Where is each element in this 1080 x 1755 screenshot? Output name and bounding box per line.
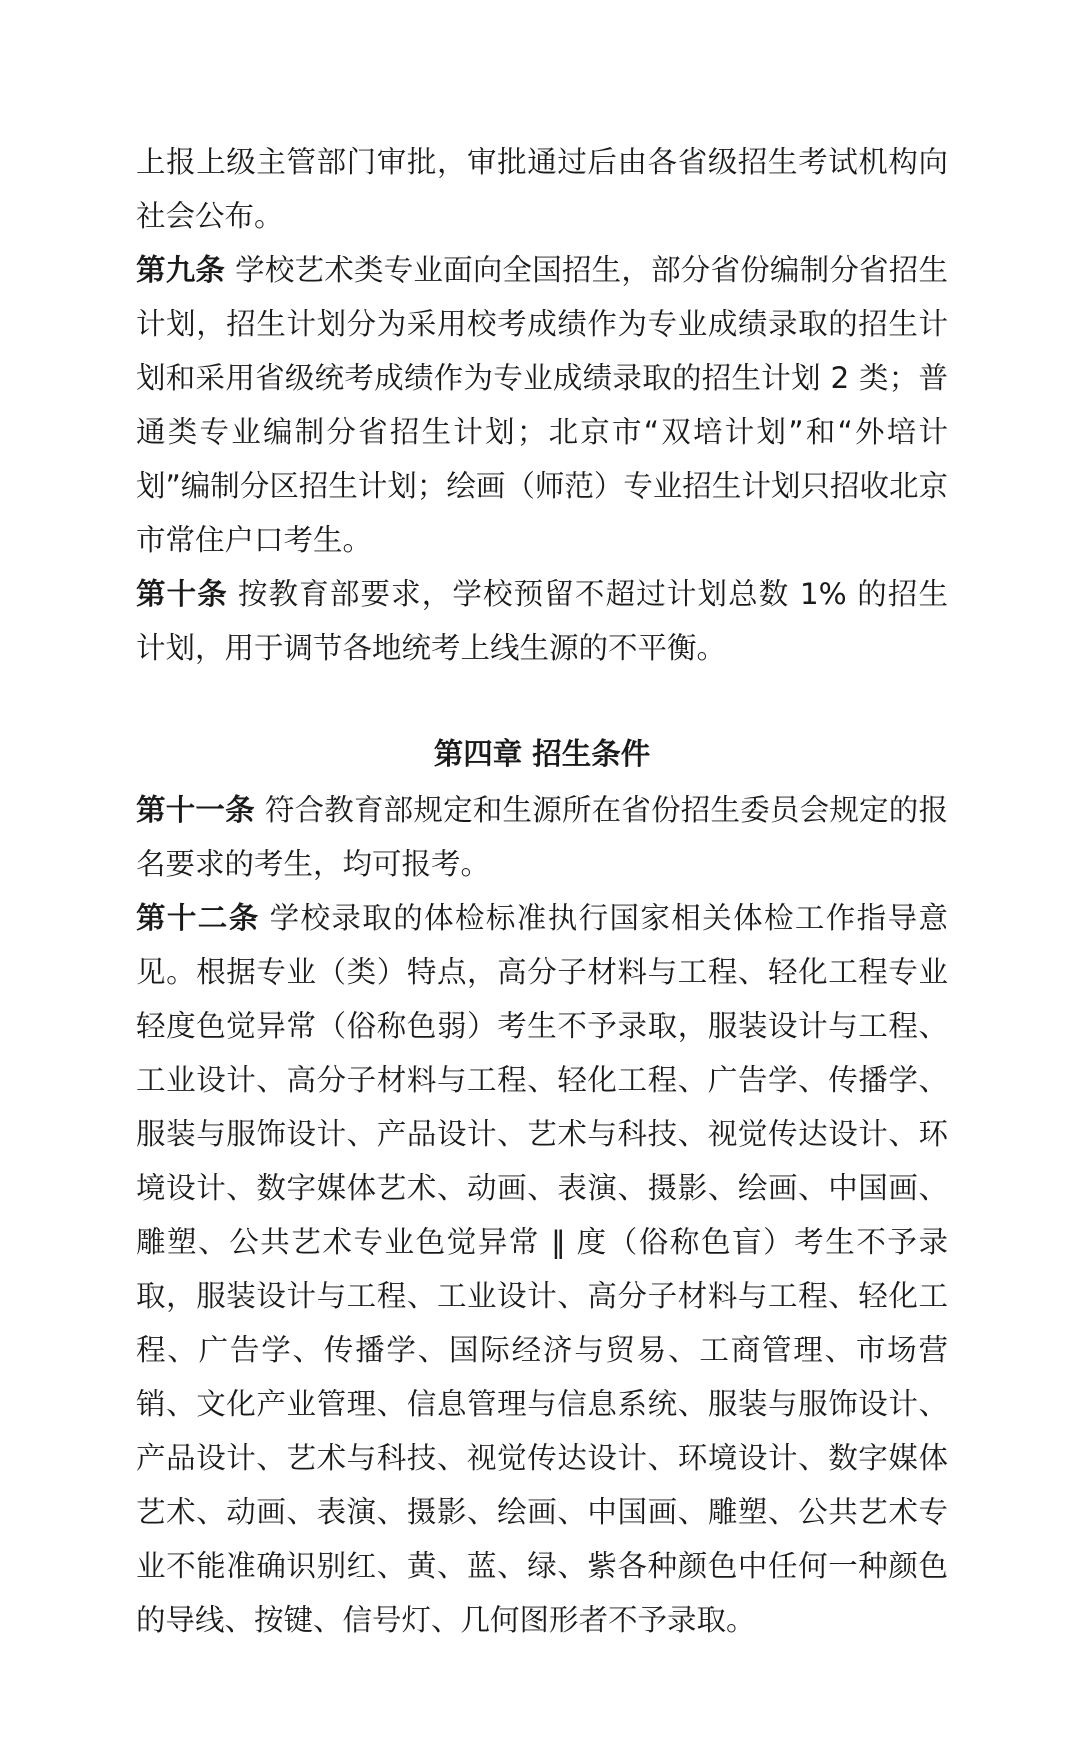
article-9	[136, 243, 948, 567]
article-11-text: 符合教育部规定和生源所在省份招生委员会规定的报名要求的考生，均可报考。	[136, 793, 948, 881]
article-10-text: 按教育部要求，学校预留不超过计划总数 1% 的招生计划，用于调节各地统考上线生源的不平衡。	[136, 577, 948, 665]
document-page	[136, 135, 948, 1647]
chapter-number: 第四章	[433, 737, 523, 771]
chapter-heading	[136, 727, 948, 781]
article-12	[136, 891, 948, 1647]
article-10	[136, 567, 948, 675]
article-9-text: 学校艺术类专业面向全国招生，部分省份编制分省招生计划，招生计划分为采用校考成绩作为专业成绩录取的招生计划和采用省级统考成绩作为专业成绩录取的招生计划 2 类；普通类专业编制分省招生计划；北京市“双培计划”和“外培计划”编制分区招生计划；绘画（师范）专业招生计划只招收北京市常住户口考生。	[136, 253, 948, 557]
article-12-label: 第十二条	[136, 901, 260, 935]
article-11	[136, 783, 948, 891]
paragraph-intro-text: 上报上级主管部门审批，审批通过后由各省级招生考试机构向社会公布。	[136, 145, 948, 233]
chapter-title: 招生条件	[532, 737, 651, 771]
article-11-label: 第十一条	[136, 793, 255, 827]
article-10-label: 第十条	[136, 577, 228, 611]
article-12-text: 学校录取的体检标准执行国家相关体检工作指导意见。根据专业（类）特点，高分子材料与工程、轻化工程专业轻度色觉异常（俗称色弱）考生不予录取，服装设计与工程、工业设计、高分子材料与工程、轻化工程、广告学、传播学、服装与服饰设计、产品设计、艺术与科技、视觉传达设计、环境设计、数字媒体艺术、动画、表演、摄影、绘画、中国画、雕塑、公共艺术专业色觉异常 ‖ 度（俗称色盲）考生不予录取，服装设计与工程、工业设计、高分子材料与工程、轻化工程、广告学、传播学、国际经济与贸易、工商管理、市场营销、文化产业管理、信息管理与信息系统、服装与服饰设计、产品设计、艺术与科技、视觉传达设计、环境设计、数字媒体艺术、动画、表演、摄影、绘画、中国画、雕塑、公共艺术专业不能准确识别红、黄、蓝、绿、紫各种颜色中任何一种颜色的导线、按键、信号灯、几何图形者不予录取。	[136, 901, 948, 1637]
article-9-label: 第九条	[136, 253, 226, 287]
paragraph-intro	[136, 135, 948, 243]
